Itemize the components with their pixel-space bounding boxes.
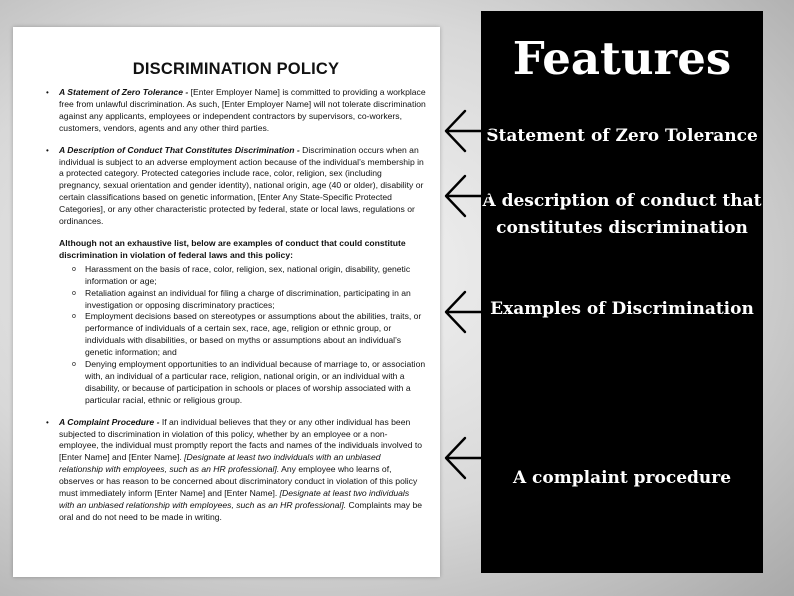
feature-label: A description of conduct that	[482, 191, 762, 211]
feature-label: constitutes discrimination	[496, 218, 748, 238]
section-text: If an individual believes that they or any other individual has been subjected to discrimination in violation of this policy, whether by an employee or a non-employee, the individual must promptly report the facts and names of the individuals involved to [Enter Name] and [Enter Name].	[59, 416, 423, 463]
circle-bullet-icon: o	[72, 289, 76, 297]
feature-label: A complaint procedure	[512, 468, 732, 488]
policy-document	[13, 27, 440, 577]
section-heading: A Statement of Zero Tolerance -	[59, 87, 189, 97]
example-text: Retaliation against an individual for filing a charge of discrimination, participating in an investigation or opposing discriminatory practices;	[85, 287, 411, 310]
left-arrow-icon	[441, 172, 491, 220]
feature-label: Examples of Discrimination	[490, 299, 754, 319]
bullet-icon: •	[46, 417, 49, 427]
feature-conduct-description	[481, 188, 763, 242]
example-text: Denying employment opportunities to an individual because of marriage to, or association with, an individual of a particular race, religion, national origin, or an individual with a disability, or because of participation in schools or places of worship associated with a particular racial, ethnic or religious group.	[85, 359, 426, 405]
examples-intro: Although not an exhaustive list, below are examples of conduct that could constitute discrimination in violation of federal laws and this policy:	[59, 237, 406, 260]
list-item	[72, 264, 426, 288]
bullet-icon: •	[46, 145, 49, 155]
section-text: [Enter Employer Name] is committed to providing a workplace free from unlawful discrimination. As such, [Enter Employer Name] will not tolerate discrimination against any applicants, employees or independent contractors by supervisors, co-workers, customers, vendors, agents and any other third parties.	[59, 87, 426, 133]
example-text: Employment decisions based on stereotypes or assumptions about the abilities, traits, or performance of individuals of a certain sex, race, age, religion or ethnic group, or individuals with disabilities, or based on myths or assumptions about an individual’s genetic information; and	[85, 311, 422, 358]
designation-note: [Designate at least two individuals with an unbiased relationship with employees, such as an HR professional].	[59, 452, 381, 475]
section-heading: A Complaint Procedure -	[59, 416, 160, 427]
left-arrow-icon	[441, 107, 491, 155]
section-text: Discrimination occurs when an individual is subject to an adverse employment action because of the individual’s membership in a protected category. Protected categories include race, color, religion, sex (including pregnancy, sexual orientation and gender identity), national origin, age (40 or older), disability or certain classifications based on genetic information, [Enter Any State-Specific Protected Categories], or any other characteristic protected by federal, state or local laws, regulations or ordinances.	[59, 144, 424, 227]
section-text: Any employee who learns of, observes or has reason to be concerned about discriminatory conduct in violation of this policy must immediately inform [Enter Name] and [Enter Name].	[59, 464, 418, 499]
section-zero-tolerance	[46, 87, 426, 135]
left-arrow-icon	[441, 288, 491, 336]
section-text: Complaints may be oral and do not need to be made in writing.	[59, 500, 423, 522]
examples-list	[72, 264, 426, 407]
document-title: DISCRIMINATION POLICY	[132, 60, 340, 78]
example-text: Harassment on the basis of race, color, religion, sex, national origin, disability, genetic information or age;	[85, 263, 411, 286]
feature-zero-tolerance	[481, 123, 763, 150]
bullet-icon: •	[46, 88, 49, 97]
circle-bullet-icon: o	[72, 361, 76, 369]
feature-examples	[481, 296, 763, 323]
section-heading: A Description of Conduct That Constitutes Discrimination -	[59, 144, 300, 155]
feature-complaint-procedure	[481, 465, 763, 492]
list-item	[72, 359, 426, 407]
list-item	[72, 288, 426, 312]
left-arrow-icon	[441, 434, 491, 482]
section-complaint-procedure	[46, 417, 426, 524]
section-conduct-description	[46, 145, 426, 228]
features-title: Features	[512, 32, 732, 85]
circle-bullet-icon: o	[72, 313, 76, 321]
designation-note: [Designate at least two individuals with an unbiased relationship with employees, such as an HR professional].	[59, 488, 410, 510]
circle-bullet-icon: o	[72, 265, 76, 273]
feature-label: Statement of Zero Tolerance	[486, 126, 758, 146]
list-item	[72, 311, 426, 359]
